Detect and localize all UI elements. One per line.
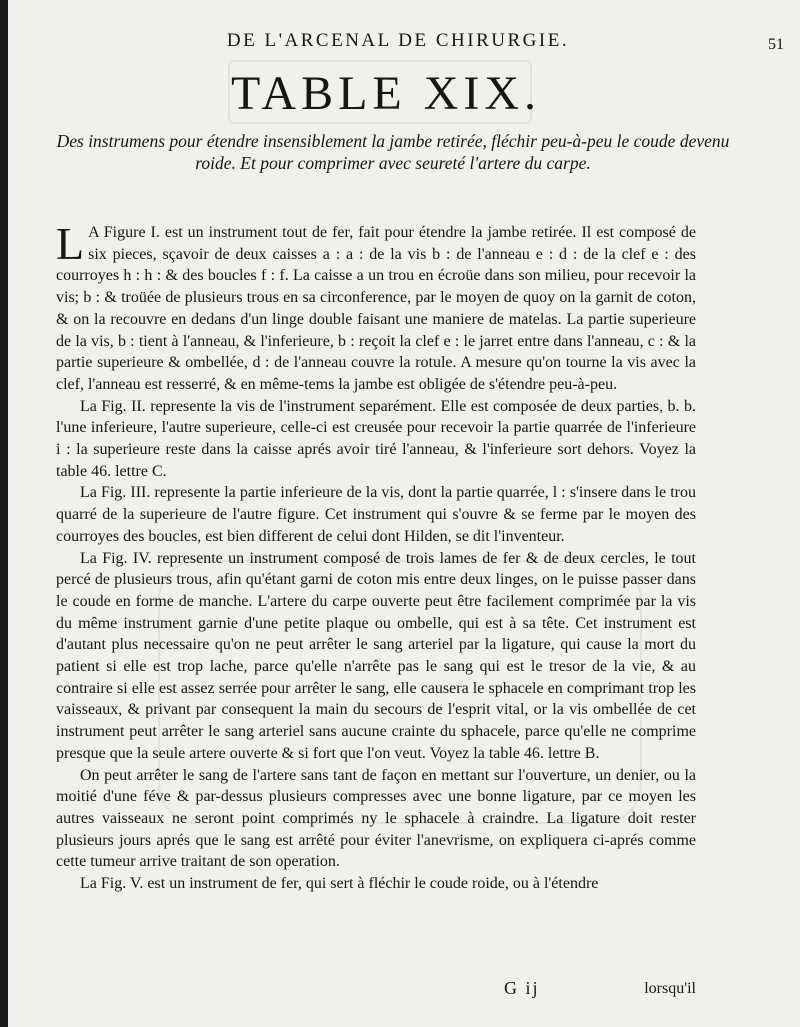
paragraph <box>56 873 696 895</box>
paragraph-text: A Figure I. est un instrument tout de fer, fait pour étendre la jambe retirée. Il est composé de six pieces, sçavoir de deux caisses a : a : de la vis b : de l'anneau e : d : de la clef e : des courroyes h : h : & des boucles f : f. La caisse a un trou en écroüe dans son milieu, pour recevoir la vis; b : & troüée de plusieurs trous en sa circonference, par le moyen de quoy on la garnit de coton, & on la recouvre en dedans d'un linge double faisant une maniere de matelas. La partie superieure de la vis, b : tient à l'anneau, & l'inferieure, b : reçoit la clef e : le jarret entre dans l'anneau, c : & la partie superieure & ombellée, d : de l'anneau couvre la rotule. A mesure qu'on tourne la vis avec la clef, l'anneau est resserré, & en même-tems la jambe est obligée de s'étendre peu-à-peu. <box>56 224 696 393</box>
paragraph-text: On peut arrêter le sang de l'artere sans tant de façon en mettant sur l'ouverture, un denier, ou la moitié d'une féve & par-dessus plusieurs compresses avec une bonne ligature, par ce moyen les autres vaisseaux ne seront point comprimés ny le sphacele à craindre. La ligature doit rester plusieurs jours aprés que le sang est arrêté pour éviter l'anevrisme, on expliquera ci-aprés comme cette tumeur arrive traitant de son operation. <box>56 766 696 871</box>
running-head: DE L'ARCENAL DE CHIRURGIE. <box>226 30 570 51</box>
paragraph-text: La Fig. V. est un instrument de fer, qui sert à fléchir le coude roide, ou à l'étendre <box>80 875 599 893</box>
paragraph <box>56 765 696 874</box>
book-page <box>8 0 800 1027</box>
catchword: lorsqu'il <box>644 980 696 997</box>
paragraph <box>56 218 696 396</box>
paragraph-text: La Fig. III. represente la partie inferieure de la vis, dont la partie quarrée, l : s'insere dans le trou quarré de la superieure de l'autre figure. Cet instrument qui s'ouvre & se ferme par le moyen des courroyes des boucles, est bien different de celui dont Hilden, se dit l'inventeur. <box>56 484 696 545</box>
body-text <box>56 218 696 895</box>
paragraph-text: La Fig. IV. represente un instrument composé de trois lames de fer & de deux cercles, le tout percé de plusieurs trous, afin qu'étant garni de coton mis entre deux linges, on le puisse passer dans le coude en forme de manche. L'artere du carpe ouverte peut être facilement comprimée par la vis du même instrument garnie d'une petite plaque ou ombelle, qui est à sa tête. Cet instrument est d'autant plus necessaire qu'on ne peut arrêter le sang arteriel par la ligature, qui cause la mort du patient si elle est trop lache, parce qu'elle n'arrête pas le sang qui est le tresor de la vie, & au contraire si elle est assez serrée pour arrêter le sang, elle causera le sphacele en comprimant trop les vaisseaux, & privant par consequent la main du secours de l'esprit vital, or la vis ombellée de cet instrument peut arrêter le sang arteriel sans aucune crainte du sphacele, parce qu'elle ne comprime presque que la seule artere ouverte & si fort que l'on veut. Voyez la table 46. lettre B. <box>56 549 696 762</box>
paragraph <box>56 396 696 483</box>
drop-cap: L <box>56 218 85 269</box>
page-number: 51 <box>768 36 784 53</box>
paragraph <box>56 482 696 547</box>
paragraph-text: La Fig. II. represente la vis de l'instrument separément. Elle est composée de deux parties, b. b. l'une inferieure, l'autre superieure, celle-ci est creusée pour recevoir la partie quarrée de l'inferieure i : la superieure reste dans la caisse aprés avoir tiré l'anneau, & l'inferieure sort dehors. Voyez la table 46. lettre C. <box>56 397 696 480</box>
paragraph <box>56 548 696 765</box>
subtitle: Des instrumens pour étendre insensiblement la jambe retirée, fléchir peu-à-peu le coude devenu roide. Et pour comprimer avec seureté l'artere du carpe. <box>56 131 730 173</box>
signature-mark: G ij <box>504 978 540 998</box>
page-title: TABLE XIX. <box>230 67 542 120</box>
